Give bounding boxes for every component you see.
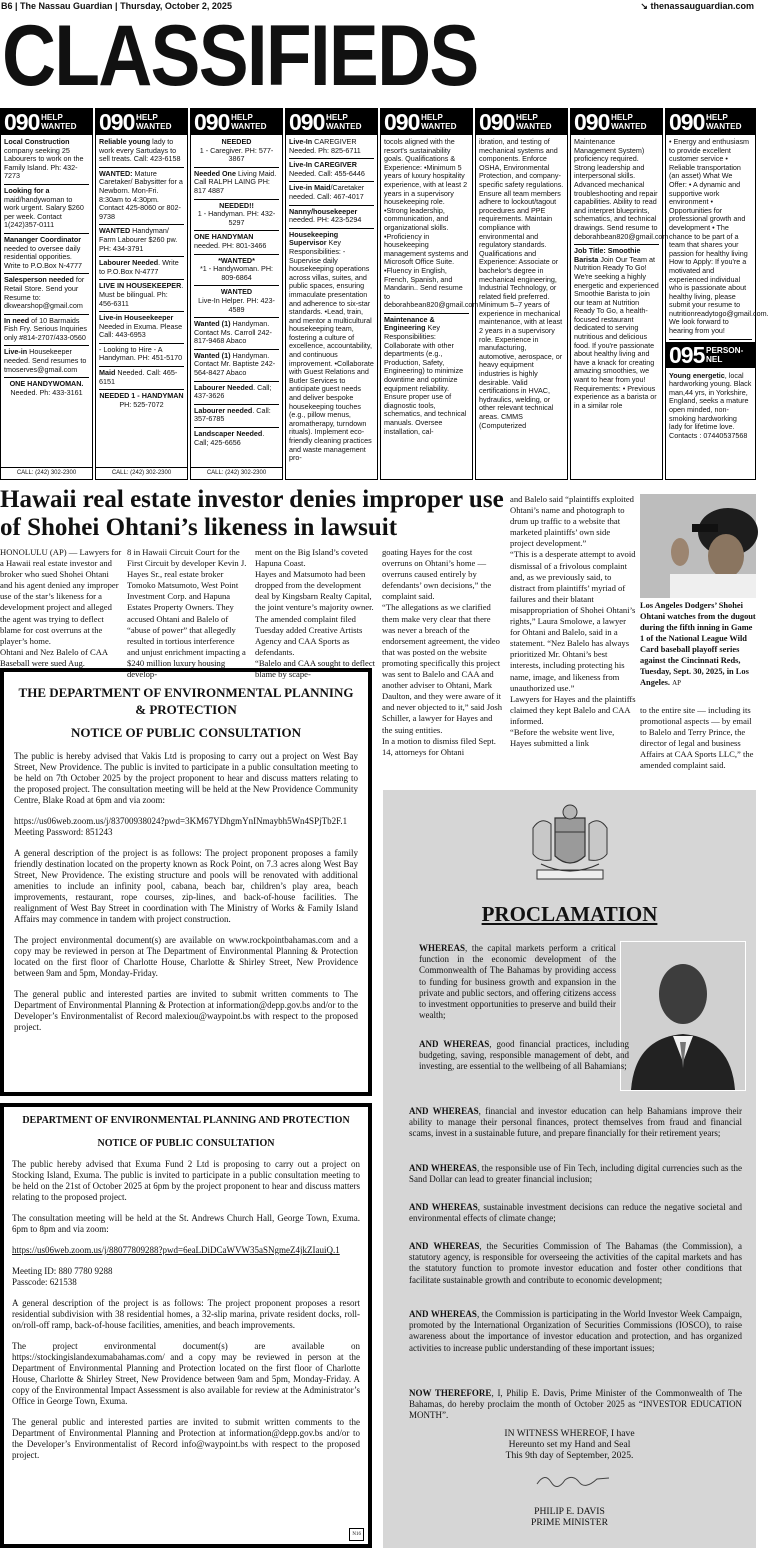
photo-illustration xyxy=(640,494,756,598)
help-wanted-header xyxy=(1,109,92,135)
ad-text: Needed. Call: 455-6446 xyxy=(289,168,365,178)
classified-ad xyxy=(4,274,89,314)
category-label-line: WANTED xyxy=(326,122,362,131)
ad-text: Needed in Exuma. Please Call: 443-6953 xyxy=(99,321,183,340)
category-number: 090 xyxy=(99,109,135,135)
article-column-4 xyxy=(382,547,504,783)
ad-title: NEEDED 1 - HANDYMAN xyxy=(99,391,184,401)
ad-text: Join Our Team at Nutrition Ready To Go! We're seeking a highly energetic and experienced Smoothie Barista to join our team at Nutrition Ready To Go, a health-focused restaurant dedicated to serving nutritious and delicious food. If you're passionate about healthy living and have a knack for creating amazing smoothies, we want to hear from you! Requirements: • Previous experience as a barista or in a similar role xyxy=(574,254,659,410)
category-number: 090 xyxy=(384,109,420,135)
ad-lead: WANTED xyxy=(99,226,131,236)
category-label xyxy=(41,113,76,131)
classified-column-3 xyxy=(190,108,283,480)
ohtani-photo xyxy=(640,494,756,598)
ad-lead: Local Construction xyxy=(4,137,70,146)
witness-block: IN WITNESS WHEREOF, I have Hereunto set my Hand and Seal This 9th day of September, 2025. xyxy=(504,1428,635,1461)
ad-text: Housekeeper needed. Send resumes to tmoserves@gmail.com xyxy=(4,347,87,374)
help-wanted-header xyxy=(571,109,662,135)
ad-text: Handyman. Contact Mr. Baptiste 242-564-8427 Abaco xyxy=(194,350,276,378)
classified-list xyxy=(191,135,282,451)
article-headline: Hawaii real estate investor denies improper use of Shohei Ohtani’s likeness in lawsuit xyxy=(0,486,504,541)
category-number: 090 xyxy=(194,109,230,135)
classified-ad xyxy=(99,367,184,390)
category-label-line: NEL xyxy=(706,354,723,364)
meeting-details: Meeting ID: 880 7780 9288 Passcode: 621538 xyxy=(12,1266,113,1287)
clause-keyword: WHEREAS xyxy=(419,943,466,953)
notice-title: THE DEPARTMENT OF ENVIRONMENTAL PLANNING & PROTECTION xyxy=(18,685,354,717)
help-wanted-header xyxy=(96,109,187,135)
classified-column-4 xyxy=(285,108,378,480)
category-label-line: HELP xyxy=(516,113,538,122)
call-footer: CALL: (242) 302-2300 xyxy=(191,467,282,479)
ad-lead: Wanted (1) xyxy=(194,319,231,329)
ad-text: . Must be bilingual. Ph: 456-6311 xyxy=(99,281,184,308)
ad-code: N16 xyxy=(349,1528,364,1541)
ad-text: for Retail Store. Send your Resume to: dkwearshop@gmail.com xyxy=(4,275,85,311)
ad-lead: Labourer Needed xyxy=(99,258,159,268)
classified-column-1 xyxy=(0,108,93,480)
category-label-line: WANTED xyxy=(611,122,647,131)
classified-ad xyxy=(194,200,279,232)
classified-ad xyxy=(99,168,184,226)
ad-title: NEEDED!! xyxy=(219,200,254,210)
ad-title: WANTED xyxy=(220,287,253,297)
ad-lead: Wanted (1) xyxy=(194,350,231,360)
category-number: 090 xyxy=(574,109,610,135)
personnel-ad xyxy=(669,370,752,444)
ad-text: Key Responsibilities: Collaborate with other departments (e.g., Production, Safety, Engineering) to minimize downtime and optimize equipment reliability. Ensure proper use of diagnostic tools, schematics, and technical manuals. Oversee installation, cal- xyxy=(384,323,467,436)
ad-text: of 10 Barmaids Fish Fry. Serious Inquiries only #814-2707/433-0560 xyxy=(4,315,87,342)
ad-text: *1 - Handywoman. PH: 809-6864 xyxy=(199,264,274,282)
classified-ad xyxy=(384,136,479,314)
classified-ad xyxy=(4,346,89,378)
article-column-1 xyxy=(0,547,122,667)
notice-paragraph: The project environmental document(s) are available on www.rockpointbahamas.com and a copy may be reviewed in person at The Department of Environmental Planning & Protection located on the first floor of Charlotte House, Charlotte & Shirley Street, New Providence between 9am and 5pm, Monday-Friday. xyxy=(14,935,358,978)
ad-lead: Maid xyxy=(99,368,116,378)
ad-lead: Housekeeping Supervisor xyxy=(289,229,339,248)
ad-text: 1 - Caregiver. PH: 577-3867 xyxy=(199,145,274,164)
classifieds-grid xyxy=(0,108,769,480)
ad-lead: Landscaper Needed xyxy=(194,429,263,439)
ad-lead: Labourer Needed xyxy=(194,382,254,392)
help-wanted-header xyxy=(381,109,472,135)
article-text: goating Hayes for the cost overruns on Ohtani’s home — overruns caused entirely by defendants’ own decisions,” the complaint said. “The allegations as we clarified them make very clear that there was never a breach of the endorsement agreement, the video that was posted on the website promoting specifically this project was sent to Balelo and CAA and another adviser to Ohtani, Mark Daulton, and they were aware of it and never objected to it,” said Josh Schiller, a lawyer for Hayes and the suing entities. In a motion to dismiss filed Sept. 14, attorneys for Ohtani xyxy=(382,547,503,757)
category-label-line: HELP xyxy=(41,113,63,122)
ad-text: Needed. Ph: 433-3161 xyxy=(10,387,83,397)
whereas-clause xyxy=(419,943,616,1021)
classified-column-8 xyxy=(665,108,769,480)
ad-text: 1 - Handyman. PH: 432-5297 xyxy=(197,209,276,227)
ad-title: NEEDED xyxy=(221,137,252,146)
signature-icon xyxy=(533,1470,613,1490)
classified-ad xyxy=(289,136,374,159)
whereas-clause xyxy=(409,1163,742,1185)
ad-lead: LIVE IN HOUSEKEEPER xyxy=(99,281,182,291)
ad-text: Living Maid. Call RALPH LAING PH: 817 4887 xyxy=(194,168,277,195)
clause-text: , sustainable investment decisions can reduce the negative societal and environmental effects of climate change; xyxy=(409,1202,742,1224)
call-footer: CALL: (242) 302-2300 xyxy=(1,467,92,479)
classified-column-6 xyxy=(475,108,568,480)
category-label-line: HELP xyxy=(421,113,443,122)
category-number: 090 xyxy=(4,109,40,135)
classified-ad xyxy=(99,344,184,367)
ad-text: , local hardworking young. Black man,44 yrs, in Yorkshire, England, seeks a mature open minded, non-smoking hardworking lady for lifetime love. Contacts : 07440537568 xyxy=(669,370,752,440)
category-label xyxy=(611,113,646,131)
ad-text: needed. PH: 801-3466 xyxy=(194,240,267,250)
classified-column-7 xyxy=(570,108,669,480)
classified-ad xyxy=(194,382,279,405)
category-label-line: WANTED xyxy=(516,122,552,131)
ad-lead: Live-in Houseekeeper xyxy=(99,313,174,323)
ad-lead: Live-In xyxy=(289,137,313,146)
ad-lead: Needed One xyxy=(194,168,236,178)
classified-ad xyxy=(574,245,659,413)
category-label xyxy=(706,113,741,131)
category-number: 090 xyxy=(669,109,705,135)
notice-public-consultation-exuma xyxy=(0,1103,372,1548)
category-label-line: HELP xyxy=(326,113,348,122)
classified-ad xyxy=(194,286,279,318)
photo-caption xyxy=(640,600,756,689)
classified-ad xyxy=(4,185,89,234)
classified-ad xyxy=(4,315,89,347)
whereas-clause xyxy=(409,1202,742,1224)
ad-text: . Call; 425-6656 xyxy=(194,429,265,447)
classified-ad xyxy=(289,159,374,182)
ad-lead: Looking for a xyxy=(4,185,50,195)
clause-text: , the Commission is participating in the World Investor Week Campaign, promoted by the International Organization of Securities Commissions (IOSCO), to raise awareness about the importance of investor education and protection, and has organized activities to increase public understanding of these important issues; xyxy=(409,1309,742,1353)
proclamation-declaration xyxy=(409,1388,742,1422)
classified-ad xyxy=(99,136,184,168)
page-reference: B6 | The Nassau Guardian | Thursday, October 2, 2025 xyxy=(1,1,232,11)
classified-ad xyxy=(99,257,184,280)
ad-lead: Live-In CAREGIVER xyxy=(289,160,357,170)
ad-text: PH: 525-7072 xyxy=(119,399,164,409)
article-column-2 xyxy=(127,547,249,680)
classified-ad xyxy=(194,231,279,254)
proclamation xyxy=(383,790,756,1548)
ad-lead: Live-in Maid xyxy=(289,183,331,193)
ad-text: . Call; 437-3626 xyxy=(194,382,272,401)
classified-ad xyxy=(289,229,374,466)
classified-ad xyxy=(479,136,564,433)
help-wanted-header xyxy=(286,109,377,135)
whereas-clause xyxy=(419,1039,629,1073)
caption-credit: AP xyxy=(672,679,682,687)
ad-text: needed to oversee daily residential opporities. Write to P.O.Box N-4777 xyxy=(4,243,83,270)
whereas-clause xyxy=(409,1309,742,1354)
category-label-line: WANTED xyxy=(231,122,267,131)
category-label-line: WANTED xyxy=(706,122,742,131)
classified-list xyxy=(1,135,92,401)
classified-ad xyxy=(99,225,184,257)
classified-ad xyxy=(194,255,279,287)
ad-text: company seeking 25 Labourers to work on the Family Island. Ph: 432-7273 xyxy=(4,145,84,181)
article-text: HONOLULU (AP) — Lawyers for a Hawaii real estate investor and broker who sued Shohei Ohtani and his agent denied any improper use of the star’s likeness for a development project and alleged the agent was trying to deflect blame for cost overruns at the player’s home. Ohtani and Nez Balelo of CAA Baseball were sued Aug. xyxy=(0,547,122,668)
category-label-line: HELP xyxy=(231,113,253,122)
clause-text: , I, Philip E. Davis, Prime Minister of the Commonwealth of The Bahamas, do hereby proclaim the month of October 2025 as “INVESTOR EDUCATION MONTH”. xyxy=(409,1388,742,1421)
category-label-line: WANTED xyxy=(41,122,77,131)
category-number: 090 xyxy=(289,109,325,135)
prime-minister-portrait xyxy=(620,941,746,1091)
article-text: to the entire site — including its promotional aspects — by email to Balelo and Terry Prince, the director of legal and business Affairs at CAA Sports LLC,” the amended complaint said. xyxy=(640,705,754,771)
category-label-line: WANTED xyxy=(421,122,457,131)
category-number: 090 xyxy=(479,109,515,135)
ad-lead: Maintenance & Engineering xyxy=(384,314,435,333)
classified-ad xyxy=(99,390,184,412)
ad-lead: WANTED: xyxy=(99,168,133,178)
classified-ad xyxy=(669,136,769,340)
classified-list xyxy=(381,135,479,440)
category-label xyxy=(136,113,171,131)
article-text: 8 in Hawaii Circuit Court for the First Circuit by developer Kevin J. Hayes Sr., real estate broker Tomoko Matsumoto, West Point Investment Corp. and Hapuna Estates Property Owners. They accused Ohtani and Balelo of “abuse of power” that allegedly resulted in tortious interference and unjust enrichment impacting a $240 million luxury housing develop- xyxy=(127,547,247,680)
ad-text: tocols aligned with the resort's sustainability goals. Qualifications & Experience: •Minimum 5 years of luxury hospitality experience, with at least 2 years in a supervisory housekeeping role. •Strong leadership, communication, and organizational skills. •Proficiency in housekeeping management systems and Microsoft Office Suite. •Fluency in English, French, Spanish, and Mandarin.. Send resume to deborahbean820@gmail.com xyxy=(384,137,479,310)
bahamas-coat-of-arms-icon xyxy=(511,798,629,888)
clause-keyword: AND WHEREAS xyxy=(409,1106,479,1116)
ad-text: • Energy and enthusiasm to provide excellent customer service • Reliable transportation (an asset) What We Offer: • A dynamic and supportive work environment • Opportunities for professional growth and development • The chance to be part of a team that shares your passion for healthy living How to Apply: If you're a motivated and experienced individual who is passionate about healthy living, please submit your resume to nutritionreadytogo@gmail.com. We look forward to hearing from you! xyxy=(669,137,769,336)
ad-text: maid/handywoman to work urgent. Salary $260 per week. Contact 1(242)357-0111 xyxy=(4,194,84,230)
notice-paragraph: The public is hereby advised that Vakis Ltd is proposing to carry out a project on West Bay Street, New Providence. The public is invited to participate in a public consultation meeting to be held on 7th October 2025 by the project proponent to hear and discuss matters relating to the proposed project. The consultation meeting will be held at the New Providence Community Centre, Blake Road at 6pm and via zoom: xyxy=(14,751,358,805)
classified-ad xyxy=(289,182,374,205)
zoom-link[interactable]: https://us06web.zoom.us/j/83700938024?pwd=3KM67YDhgmYnINmaybh5Wn4SPjTb2F.1 Meeting Password: 851243 xyxy=(14,816,348,837)
clause-text: , the responsible use of Fin Tech, including digital currencies such as the Sand Dollar can lead to greater financial inclusion; xyxy=(409,1163,743,1185)
portrait-illustration xyxy=(621,942,745,1090)
notice-paragraph: A general description of the project is as follows: The project proponent proposes a resort residential subdivision with 38 residential homes, a 32-slip marina, private resident docks, roll-on/roll-off ramp, back-of-house facilities, amenities, and beach improvements. xyxy=(12,1298,360,1330)
ad-lead: ONE HANDYMAN xyxy=(194,232,254,242)
ad-lead: Labourer needed xyxy=(194,405,253,415)
classified-column-5 xyxy=(380,108,479,480)
notice-subtitle: NOTICE OF PUBLIC CONSULTATION xyxy=(70,725,302,740)
site-url[interactable]: ↘ thenassauguardian.com xyxy=(640,1,754,11)
classified-ad xyxy=(384,314,469,439)
ad-text: . Write to P.O.Box N-4777 xyxy=(99,258,179,276)
classified-list xyxy=(286,135,377,467)
notice-subtitle: NOTICE OF PUBLIC CONSULTATION xyxy=(97,1138,275,1149)
clause-keyword: NOW THEREFORE xyxy=(409,1388,492,1398)
ad-text: - Looking to Hire - A Handyman. PH: 451-5170 xyxy=(99,344,183,363)
category-label xyxy=(706,346,743,364)
ad-text: Needed. Call: 465-6151 xyxy=(99,368,178,386)
classified-ad xyxy=(4,378,89,400)
classified-ad xyxy=(4,234,89,274)
notice-title: DEPARTMENT OF ENVIRONMENTAL PLANNING AND PROTECTION xyxy=(22,1115,350,1126)
ad-text: ibration, and testing of mechanical systems and components. Enforce OSHA, Environmental Protection, and company-specific safety regulations. Ensure all team members adhere to lockout/tagout procedures and PPE requirements. Maintain compliance with environmental and regulatory standards. Qualifications and Experience: Associate or bachelor's degree in mechanical engineering, Industrial Technology, or related field preferred. Minimum 5–7 years of experience in mechanical maintenance, with at least 2 years in a supervisory role. Experience in manufacturing, automotive, aerospace, or heavy equipment industries is highly desirable. Valid certifications in HVAC, hydraulics, welding, or other relevant technical areas. CMMS (Computerized xyxy=(479,137,564,430)
ad-lead: Salesperson needed xyxy=(4,275,74,285)
ad-lead: Mananger Coordinator xyxy=(4,234,82,244)
classified-list xyxy=(666,135,769,444)
classified-ad xyxy=(574,136,669,245)
classified-list xyxy=(571,135,669,414)
classified-list xyxy=(96,135,187,413)
ad-text: Mature Caretaker/ Babysitter for a Newborn. Mon-Fri. 8:30am to 4:30pm. Contact 425-8060 or 802-9738 xyxy=(99,168,183,221)
personnel-header xyxy=(666,342,755,368)
signer-name: PHILIP E. DAVIS PRIME MINISTER xyxy=(530,1506,609,1528)
classified-column-2 xyxy=(95,108,188,480)
classified-ad xyxy=(289,206,374,229)
category-label-line: PERSON- xyxy=(706,345,744,355)
category-label-line: HELP xyxy=(706,113,728,122)
article-column-6 xyxy=(640,705,756,785)
notice-public-consultation-vakis xyxy=(0,668,372,1096)
ad-lead: In need xyxy=(4,315,30,325)
ad-lead: Nanny/housekeeper xyxy=(289,206,358,216)
clause-keyword: AND WHEREAS xyxy=(409,1241,480,1251)
zoom-link[interactable]: https://us06web.zoom.us/j/88077809288?pwd=6eaLDiDCaWVW35aSNgmeZ4jkZIauiQ.1 xyxy=(12,1245,340,1255)
classified-ad xyxy=(194,428,279,450)
classified-ad xyxy=(99,280,184,312)
classified-ad xyxy=(194,350,279,382)
notice-paragraph: The general public and interested parties are invited to submit written comments to the Department of Environmental Planning and Protection at information@depp.gov.bs and/or to the Developer’s Environmentalist of Record info@waypoint.bs with respect to the proposed project. xyxy=(12,1417,360,1460)
classified-ad xyxy=(194,168,279,200)
ad-lead: Live-in xyxy=(4,347,28,357)
category-label xyxy=(516,113,551,131)
ad-text: lady to work every Sartudays to sell treats. Call: 423-6158 xyxy=(99,137,181,164)
article-text: and Balelo said “plaintiffs exploited Ohtani’s name and photograph to drum up traffic to a website that marketed plaintiffs’ own side project development.” “This is a desperate attempt to avoid dismissal of a frivolous complaint and, as we previously said, to distract from plaintiffs’ myriad of failures and their blatant misappropriation of Shohei Ohtani’s rights,” Laura Smolowe, a lawyer for Ohtani and Balelo, said in a statement. “Nez Balelo has always prioritized Mr. Ohtani’s best interests, including protecting his name, image, and likeness from unauthorized use.” Lawyers for Hayes and the plaintiffs claimed they kept Balelo and CAA informed. “Before the website went live, Hayes submitted a link xyxy=(510,494,636,749)
category-label-line: HELP xyxy=(136,113,158,122)
call-footer: CALL: (242) 302-2300 xyxy=(96,467,187,479)
category-label xyxy=(421,113,456,131)
whereas-clause xyxy=(409,1106,742,1140)
ad-lead: Young energetic xyxy=(669,370,725,380)
classified-ad xyxy=(99,312,184,344)
ad-text: Maintenance Management System) proficiency required. Strong leadership and interpersonal skills. Advanced mechanical troubleshooting and repair capabilities. Ability to read and interpret blueprints, schematics, and technical drawings. Send resume to deborahbean820@gmail.com xyxy=(574,137,669,241)
category-number: 095 xyxy=(669,341,705,368)
site-url-text: thenassauguardian.com xyxy=(650,1,754,11)
notice-paragraph: The project environmental document(s) are available on https://stockingislandexumabahamas.com/ and a copy may be reviewed in person at the Department of Environmental Planning and Protection located on the first floor of Charlotte House, Charlotte & Shirley Street, New Providence between 9am and 5pm, Monday-Friday. A copy of the Environmental Impact Assessment is also available for review at the Administrator’s Office in George Town, Exuma. xyxy=(12,1341,360,1406)
article-text: ment on the Big Island’s coveted Hapuna Coast. Hayes and Matsumoto had been dropped from the development deal by Kingsbarn Realty Capital, the joint venture’s majority owner. The amended complaint filed Tuesday added Creative Artists Agency and CAA Sports as defendants. “Balelo and CAA sought to deflect blame by scape- xyxy=(255,547,376,680)
caption-text: Los Angeles Dodgers’ Shohei Ohtani watches from the dugout during the fifth inning in Game 1 of the National League Wild Card baseball playoff series against the Cincinnati Reds, Tuesday, Sept. 30, 2025, in Los Angeles. xyxy=(640,601,756,687)
section-title: CLASSIFIEDS xyxy=(2,8,478,104)
notice-paragraph: A general description of the project is as follows: The project proponent proposes a family friendly destination located on the property known as Rock Point, on 7.3 acres along West Bay Street, New Providence. The existing structure and pools will be renovated with additional amenities to include an infinity pool, cabana, beach bar, children’s play area, beach improvements, restaurant, rope courses, zip-lines, and back-of-house facilities. The realignment of West Bay Street in coordination with The Ministry of Works & Family Island Affairs may commence in tandem with project construction. xyxy=(14,848,358,924)
notice-paragraph: The general public and interested parties are invited to submit written comments to The Department of Environmental Planning & Protection at information@depp.gov.bs and/or to the Developer’s Environmentalist of Record malexiou@waypoint.bs with respect to the proposed project. xyxy=(14,989,358,1032)
notice-paragraph: The consultation meeting will be held at the St. Andrews Church Hall, George Town, Exuma. 6pm to 8pm and via zoom: xyxy=(12,1213,360,1234)
ad-text: Key Responsibilities: -Supervise daily housekeeping operations across villas, suites, and public spaces, ensuring immaculate presentation and adherence to six-star standards. •Lead, train, and mentor a multicultural housekeeping team, fostering a culture of excellence, accountability, and continuous improvement. •Collaborate with Guest Relations and Butler Services to anticipate guest needs and deliver bespoke housekeeping touches (e.g., pillow menus, aromatherapy, turndown rituals). Implement eco-friendly cleaning practices and waste management pro- xyxy=(289,238,374,463)
classified-ad xyxy=(194,405,279,428)
clause-text: , good financial practices, including budgeting, saving, responsible management of debt, and investing, are essential to the wellbeing of all Bahamians; xyxy=(419,1039,629,1072)
ad-lead: Job Title: Smoothie Barista xyxy=(574,246,641,264)
ad-text: Live-In Helper. PH: 423-4589 xyxy=(198,295,275,314)
ad-text: needed. PH: 423-5294 xyxy=(289,215,362,225)
proclamation-title: PROCLAMATION xyxy=(481,902,658,926)
clause-keyword: AND WHEREAS xyxy=(409,1163,477,1173)
classified-ad xyxy=(194,136,279,168)
ad-title: *WANTED* xyxy=(218,255,255,265)
help-wanted-header xyxy=(476,109,567,135)
clause-text: , financial and investor education can help Bahamians improve their ability to manage their personal finances, protect themselves from fraud and financial scams, invest in a sustainable future, and prepare financially for their retirement years; xyxy=(409,1106,742,1139)
article-column-3 xyxy=(255,547,377,680)
ad-text: . Call: 357-6785 xyxy=(194,405,271,424)
category-label-line: WANTED xyxy=(136,122,172,131)
clause-text: , the capital markets perform a critical function in the economic development of the Commonwealth of The Bahamas by providing access to funding for business growth and expansion in the private and public sectors, and offering citizens access to investment opportunities to preserve and build their wealth; xyxy=(419,943,616,1021)
classified-ad xyxy=(194,318,279,350)
ad-text: Handyman/ Farm Labourer $260 pw. PH: 434-3791 xyxy=(99,226,178,253)
ad-text: CAREGIVER Needed. Ph: 825-6711 xyxy=(289,137,361,155)
ad-text: /Caretaker needed. Call: 467-4017 xyxy=(289,183,365,201)
clause-keyword: AND WHEREAS xyxy=(409,1202,478,1212)
classified-ad xyxy=(4,136,89,185)
category-label xyxy=(231,113,266,131)
ad-title: ONE HANDYWOMAN. xyxy=(9,379,84,389)
category-label xyxy=(326,113,361,131)
whereas-clause xyxy=(409,1241,742,1286)
help-wanted-header xyxy=(666,109,755,135)
clause-text: , the Securities Commission of The Bahamas (the Commission), a statutory agency, is responsible for overseeing the activities of the capital markets and has the statutory function to promote investor education and foster other conditions that facilitate sustainable growth and contribute to economic development; xyxy=(409,1241,742,1285)
clause-keyword: AND WHEREAS xyxy=(419,1039,490,1049)
category-label-line: HELP xyxy=(611,113,633,122)
clause-keyword: AND WHEREAS xyxy=(409,1309,477,1319)
notice-paragraph: The public hereby advised that Exuma Fund 2 Ltd is proposing to carry out a project on Stocking Island, Exuma. The public is invited to participate in a public consultation meeting to be held on the 21st of October 2025 at 6pm by the project proponent to hear and discuss matters relating to the proposed project. xyxy=(12,1159,360,1202)
classified-list xyxy=(476,135,567,434)
help-wanted-header xyxy=(191,109,282,135)
ad-text: Handyman. Contact Ms. Carroll 242-817-9468 Abaco xyxy=(194,319,272,346)
ad-lead: Reliable young xyxy=(99,137,151,146)
article-column-5 xyxy=(510,494,636,784)
